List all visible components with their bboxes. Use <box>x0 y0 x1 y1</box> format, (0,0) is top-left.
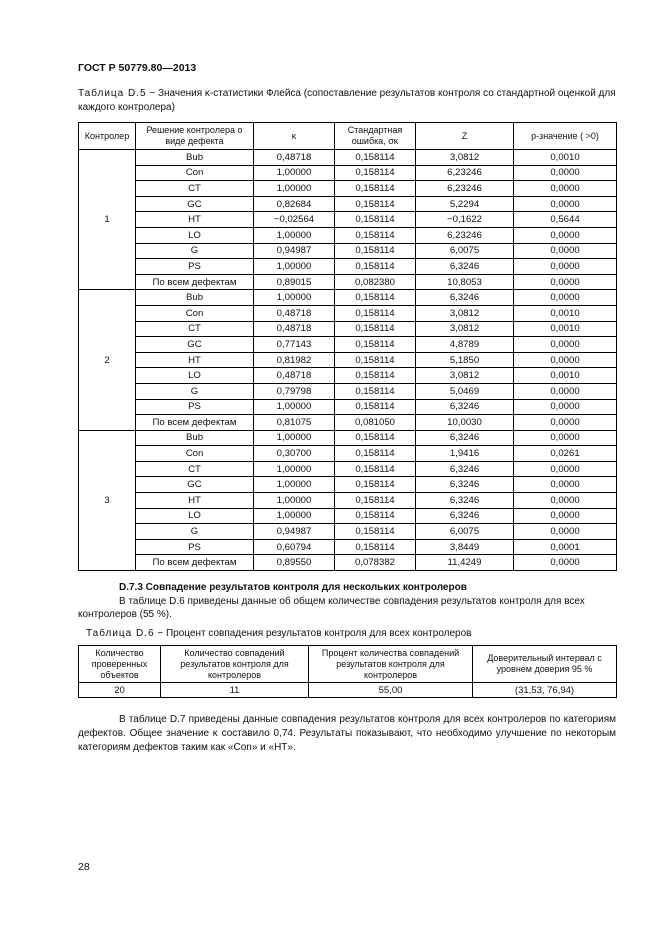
table-cell: G <box>136 383 254 399</box>
table-cell: (31,53, 76,94) <box>473 683 617 698</box>
table-row <box>79 368 617 384</box>
table-cell: CT <box>136 461 254 477</box>
table-cell: 3,0812 <box>416 321 514 337</box>
table-cell: LO <box>136 508 254 524</box>
table-cell: 0,94987 <box>254 243 335 259</box>
table-cell: 0,158114 <box>335 259 416 275</box>
table-row <box>79 337 617 353</box>
table-cell: 6,3246 <box>416 290 514 306</box>
col-header-z: Z <box>416 123 514 150</box>
table-cell: 0,0000 <box>514 274 617 290</box>
controller-cell: 2 <box>79 290 136 430</box>
table-cell: 0,0000 <box>514 508 617 524</box>
col-header-std-error: Стандартная ошибка, σκ <box>335 123 416 150</box>
table-row <box>79 150 617 166</box>
table-cell: 0,158114 <box>335 181 416 197</box>
col-header-percent: Процент количества совпадений результатов контроля для контролеров <box>309 646 473 683</box>
table-cell: 0,0010 <box>514 321 617 337</box>
table-cell: 1,00000 <box>254 430 335 446</box>
table-cell: 0,79798 <box>254 383 335 399</box>
table-cell: 1,00000 <box>254 165 335 181</box>
table-cell: 0,0010 <box>514 368 617 384</box>
table-cell: 0,158114 <box>335 165 416 181</box>
table-row <box>79 430 617 446</box>
table-cell: 6,23246 <box>416 227 514 243</box>
table-cell: 0,94987 <box>254 524 335 540</box>
table-cell: 0,078382 <box>335 555 416 571</box>
table-cell: G <box>136 524 254 540</box>
table-cell: 0,158114 <box>335 305 416 321</box>
table-cell: CT <box>136 321 254 337</box>
table-cell: 11,4249 <box>416 555 514 571</box>
table-cell: 3,8449 <box>416 539 514 555</box>
table-cell: −0,02564 <box>254 212 335 228</box>
table-cell: 6,3246 <box>416 477 514 493</box>
table-cell: 0,48718 <box>254 321 335 337</box>
table-cell: 11 <box>161 683 309 698</box>
table-cell: 0,158114 <box>335 383 416 399</box>
table-row <box>79 461 617 477</box>
table-cell: По всем дефектам <box>136 555 254 571</box>
table-cell: 0,158114 <box>335 477 416 493</box>
table-cell: 10,8053 <box>416 274 514 290</box>
table-d6 <box>78 645 617 698</box>
table-cell: HT <box>136 493 254 509</box>
table-cell: 0,82684 <box>254 196 335 212</box>
table-cell: 5,1850 <box>416 352 514 368</box>
table-cell: 0,48718 <box>254 368 335 384</box>
table-cell: GC <box>136 337 254 353</box>
table-cell: Con <box>136 165 254 181</box>
table-cell: 0,158114 <box>335 290 416 306</box>
col-header-kappa: κ <box>254 123 335 150</box>
table-cell: 0,0000 <box>514 524 617 540</box>
table-cell: 0,0000 <box>514 399 617 415</box>
table-cell: 0,0000 <box>514 181 617 197</box>
table-cell: 0,0000 <box>514 259 617 275</box>
controller-cell: 1 <box>79 150 136 290</box>
table-row <box>79 508 617 524</box>
table-cell: GC <box>136 196 254 212</box>
table-cell: 6,3246 <box>416 430 514 446</box>
table-cell: LO <box>136 368 254 384</box>
table-row <box>79 683 617 698</box>
table-row <box>79 352 617 368</box>
table-cell: 0,0010 <box>514 150 617 166</box>
table-cell: 1,00000 <box>254 227 335 243</box>
table-cell: 0,0001 <box>514 539 617 555</box>
table-cell: 0,0000 <box>514 352 617 368</box>
table-cell: 0,158114 <box>335 446 416 462</box>
section-heading: D.7.3 Совпадение результатов контроля для нескольких контролеров <box>119 582 467 593</box>
table-row <box>79 383 617 399</box>
table-cell: 0,158114 <box>335 227 416 243</box>
table-cell: 6,3246 <box>416 399 514 415</box>
table-cell: 0,89550 <box>254 555 335 571</box>
table-cell: 1,00000 <box>254 399 335 415</box>
table-cell: 0,0000 <box>514 165 617 181</box>
table-cell: 0,0010 <box>514 305 617 321</box>
table-cell: 0,0000 <box>514 430 617 446</box>
table-cell: 6,3246 <box>416 461 514 477</box>
table-d5 <box>78 122 617 571</box>
table-cell: 0,48718 <box>254 150 335 166</box>
table-cell: 0,158114 <box>335 539 416 555</box>
table-cell: 0,0000 <box>514 477 617 493</box>
table-cell: 0,158114 <box>335 196 416 212</box>
table-cell: 4,8789 <box>416 337 514 353</box>
table-cell: 0,158114 <box>335 352 416 368</box>
table-cell: 1,00000 <box>254 461 335 477</box>
table-d6-caption-prefix: Таблица D.6 <box>86 628 155 639</box>
table-cell: 0,48718 <box>254 305 335 321</box>
table-cell: 0,77143 <box>254 337 335 353</box>
table-d5-header-row <box>79 123 617 150</box>
table-cell: 5,2294 <box>416 196 514 212</box>
table-cell: 0,158114 <box>335 368 416 384</box>
controller-cell: 3 <box>79 430 136 570</box>
table-cell: PS <box>136 399 254 415</box>
table-cell: 1,9416 <box>416 446 514 462</box>
col-header-controller: Контролер <box>79 123 136 150</box>
section-text: В таблице D.6 приведены данные об общем количестве совпадения результатов контроля для всех контролеров (55 %). <box>78 595 585 620</box>
table-cell: 0,158114 <box>335 430 416 446</box>
table-cell: 1,00000 <box>254 259 335 275</box>
table-row <box>79 321 617 337</box>
table-cell: 5,0469 <box>416 383 514 399</box>
table-cell: 0,0000 <box>514 461 617 477</box>
table-row <box>79 555 617 571</box>
table-row <box>79 181 617 197</box>
page-number: 28 <box>78 861 90 873</box>
document-header: ГОСТ Р 50779.80—2013 <box>78 62 197 74</box>
table-cell: PS <box>136 259 254 275</box>
table-cell: 0,81075 <box>254 415 335 431</box>
col-header-matches: Количество совпадений результатов контроля для контролеров <box>161 646 309 683</box>
table-cell: 1,00000 <box>254 508 335 524</box>
table-cell: 0,0000 <box>514 227 617 243</box>
table-cell: 0,158114 <box>335 337 416 353</box>
table-cell: 0,0000 <box>514 383 617 399</box>
table-cell: 0,158114 <box>335 321 416 337</box>
table-row <box>79 274 617 290</box>
table-cell: 0,158114 <box>335 493 416 509</box>
table-cell: 20 <box>79 683 161 698</box>
table-row <box>79 259 617 275</box>
table-row <box>79 243 617 259</box>
table-row <box>79 212 617 228</box>
table-row <box>79 524 617 540</box>
table-cell: 6,0075 <box>416 243 514 259</box>
table-cell: 6,3246 <box>416 259 514 275</box>
table-cell: Bub <box>136 290 254 306</box>
table-cell: LO <box>136 227 254 243</box>
table-cell: PS <box>136 539 254 555</box>
table-row <box>79 227 617 243</box>
table-cell: −0,1622 <box>416 212 514 228</box>
table-cell: 0,30700 <box>254 446 335 462</box>
table-cell: Bub <box>136 430 254 446</box>
table-cell: 0,0000 <box>514 290 617 306</box>
table-cell: 0,158114 <box>335 243 416 259</box>
table-cell: 0,158114 <box>335 212 416 228</box>
table-cell: 0,0000 <box>514 415 617 431</box>
table-cell: 0,0000 <box>514 493 617 509</box>
body-paragraph: В таблице D.7 приведены данные совпадения результатов контроля для всех контролеров по категориям дефектов. Общее значение κ составило 0,74. Результаты показывают, что необходимо улучшение по некоторым категориям дефектов таким как «Con» и «HT». <box>78 714 616 753</box>
table-row <box>79 477 617 493</box>
table-cell: 1,00000 <box>254 477 335 493</box>
table-cell: 0,0000 <box>514 555 617 571</box>
table-cell: 3,0812 <box>416 150 514 166</box>
table-row <box>79 415 617 431</box>
table-cell: 0,081050 <box>335 415 416 431</box>
table-cell: 0,158114 <box>335 399 416 415</box>
table-cell: 0,158114 <box>335 461 416 477</box>
table-cell: HT <box>136 212 254 228</box>
table-cell: 0,81982 <box>254 352 335 368</box>
col-header-decision: Решение контролера о виде дефекта <box>136 123 254 150</box>
table-cell: По всем дефектам <box>136 274 254 290</box>
table-row <box>79 290 617 306</box>
table-cell: 0,158114 <box>335 150 416 166</box>
table-cell: 0,158114 <box>335 524 416 540</box>
table-cell: 1,00000 <box>254 181 335 197</box>
table-cell: Con <box>136 305 254 321</box>
table-row <box>79 196 617 212</box>
col-header-objects: Количество проверенных объектов <box>79 646 161 683</box>
table-d6-header-row <box>79 646 617 683</box>
table-cell: G <box>136 243 254 259</box>
table-cell: 1,00000 <box>254 290 335 306</box>
table-d5-caption-prefix: Таблица D.5 <box>78 88 147 99</box>
table-row <box>79 399 617 415</box>
table-d5-caption <box>78 87 616 115</box>
table-cell: HT <box>136 352 254 368</box>
table-cell: 0,5644 <box>514 212 617 228</box>
table-cell: 0,60794 <box>254 539 335 555</box>
table-cell: 10,0030 <box>416 415 514 431</box>
table-cell: 3,0812 <box>416 305 514 321</box>
table-cell: CT <box>136 181 254 197</box>
table-cell: 0,0261 <box>514 446 617 462</box>
table-row <box>79 539 617 555</box>
table-cell: 6,23246 <box>416 181 514 197</box>
table-cell: 6,3246 <box>416 493 514 509</box>
table-d5-caption-text: − Значения κ-статистики Флейса (сопоставление результатов контроля со стандартной оценкой для каждого контролера) <box>78 88 616 113</box>
table-cell: 6,0075 <box>416 524 514 540</box>
table-cell: 0,89015 <box>254 274 335 290</box>
table-cell: Con <box>136 446 254 462</box>
table-cell: 0,0000 <box>514 196 617 212</box>
table-cell: Bub <box>136 150 254 166</box>
col-header-interval: Доверительный интервал с уровнем доверия 95 % <box>473 646 617 683</box>
table-cell: По всем дефектам <box>136 415 254 431</box>
table-d6-caption <box>86 628 472 639</box>
table-cell: 0,0000 <box>514 243 617 259</box>
table-d6-caption-text: − Процент совпадения результатов контроля для всех контролеров <box>154 628 472 639</box>
table-cell: 0,082380 <box>335 274 416 290</box>
table-row <box>79 305 617 321</box>
table-row <box>79 493 617 509</box>
table-cell: 6,3246 <box>416 508 514 524</box>
section-d73 <box>78 581 616 622</box>
table-cell: 0,158114 <box>335 508 416 524</box>
table-row <box>79 165 617 181</box>
table-cell: GC <box>136 477 254 493</box>
table-cell: 3,0812 <box>416 368 514 384</box>
table-cell: 6,23246 <box>416 165 514 181</box>
table-cell: 1,00000 <box>254 493 335 509</box>
table-cell: 0,0000 <box>514 337 617 353</box>
col-header-p-value: p-значение ( >0) <box>514 123 617 150</box>
table-row <box>79 446 617 462</box>
table-cell: 55,00 <box>309 683 473 698</box>
